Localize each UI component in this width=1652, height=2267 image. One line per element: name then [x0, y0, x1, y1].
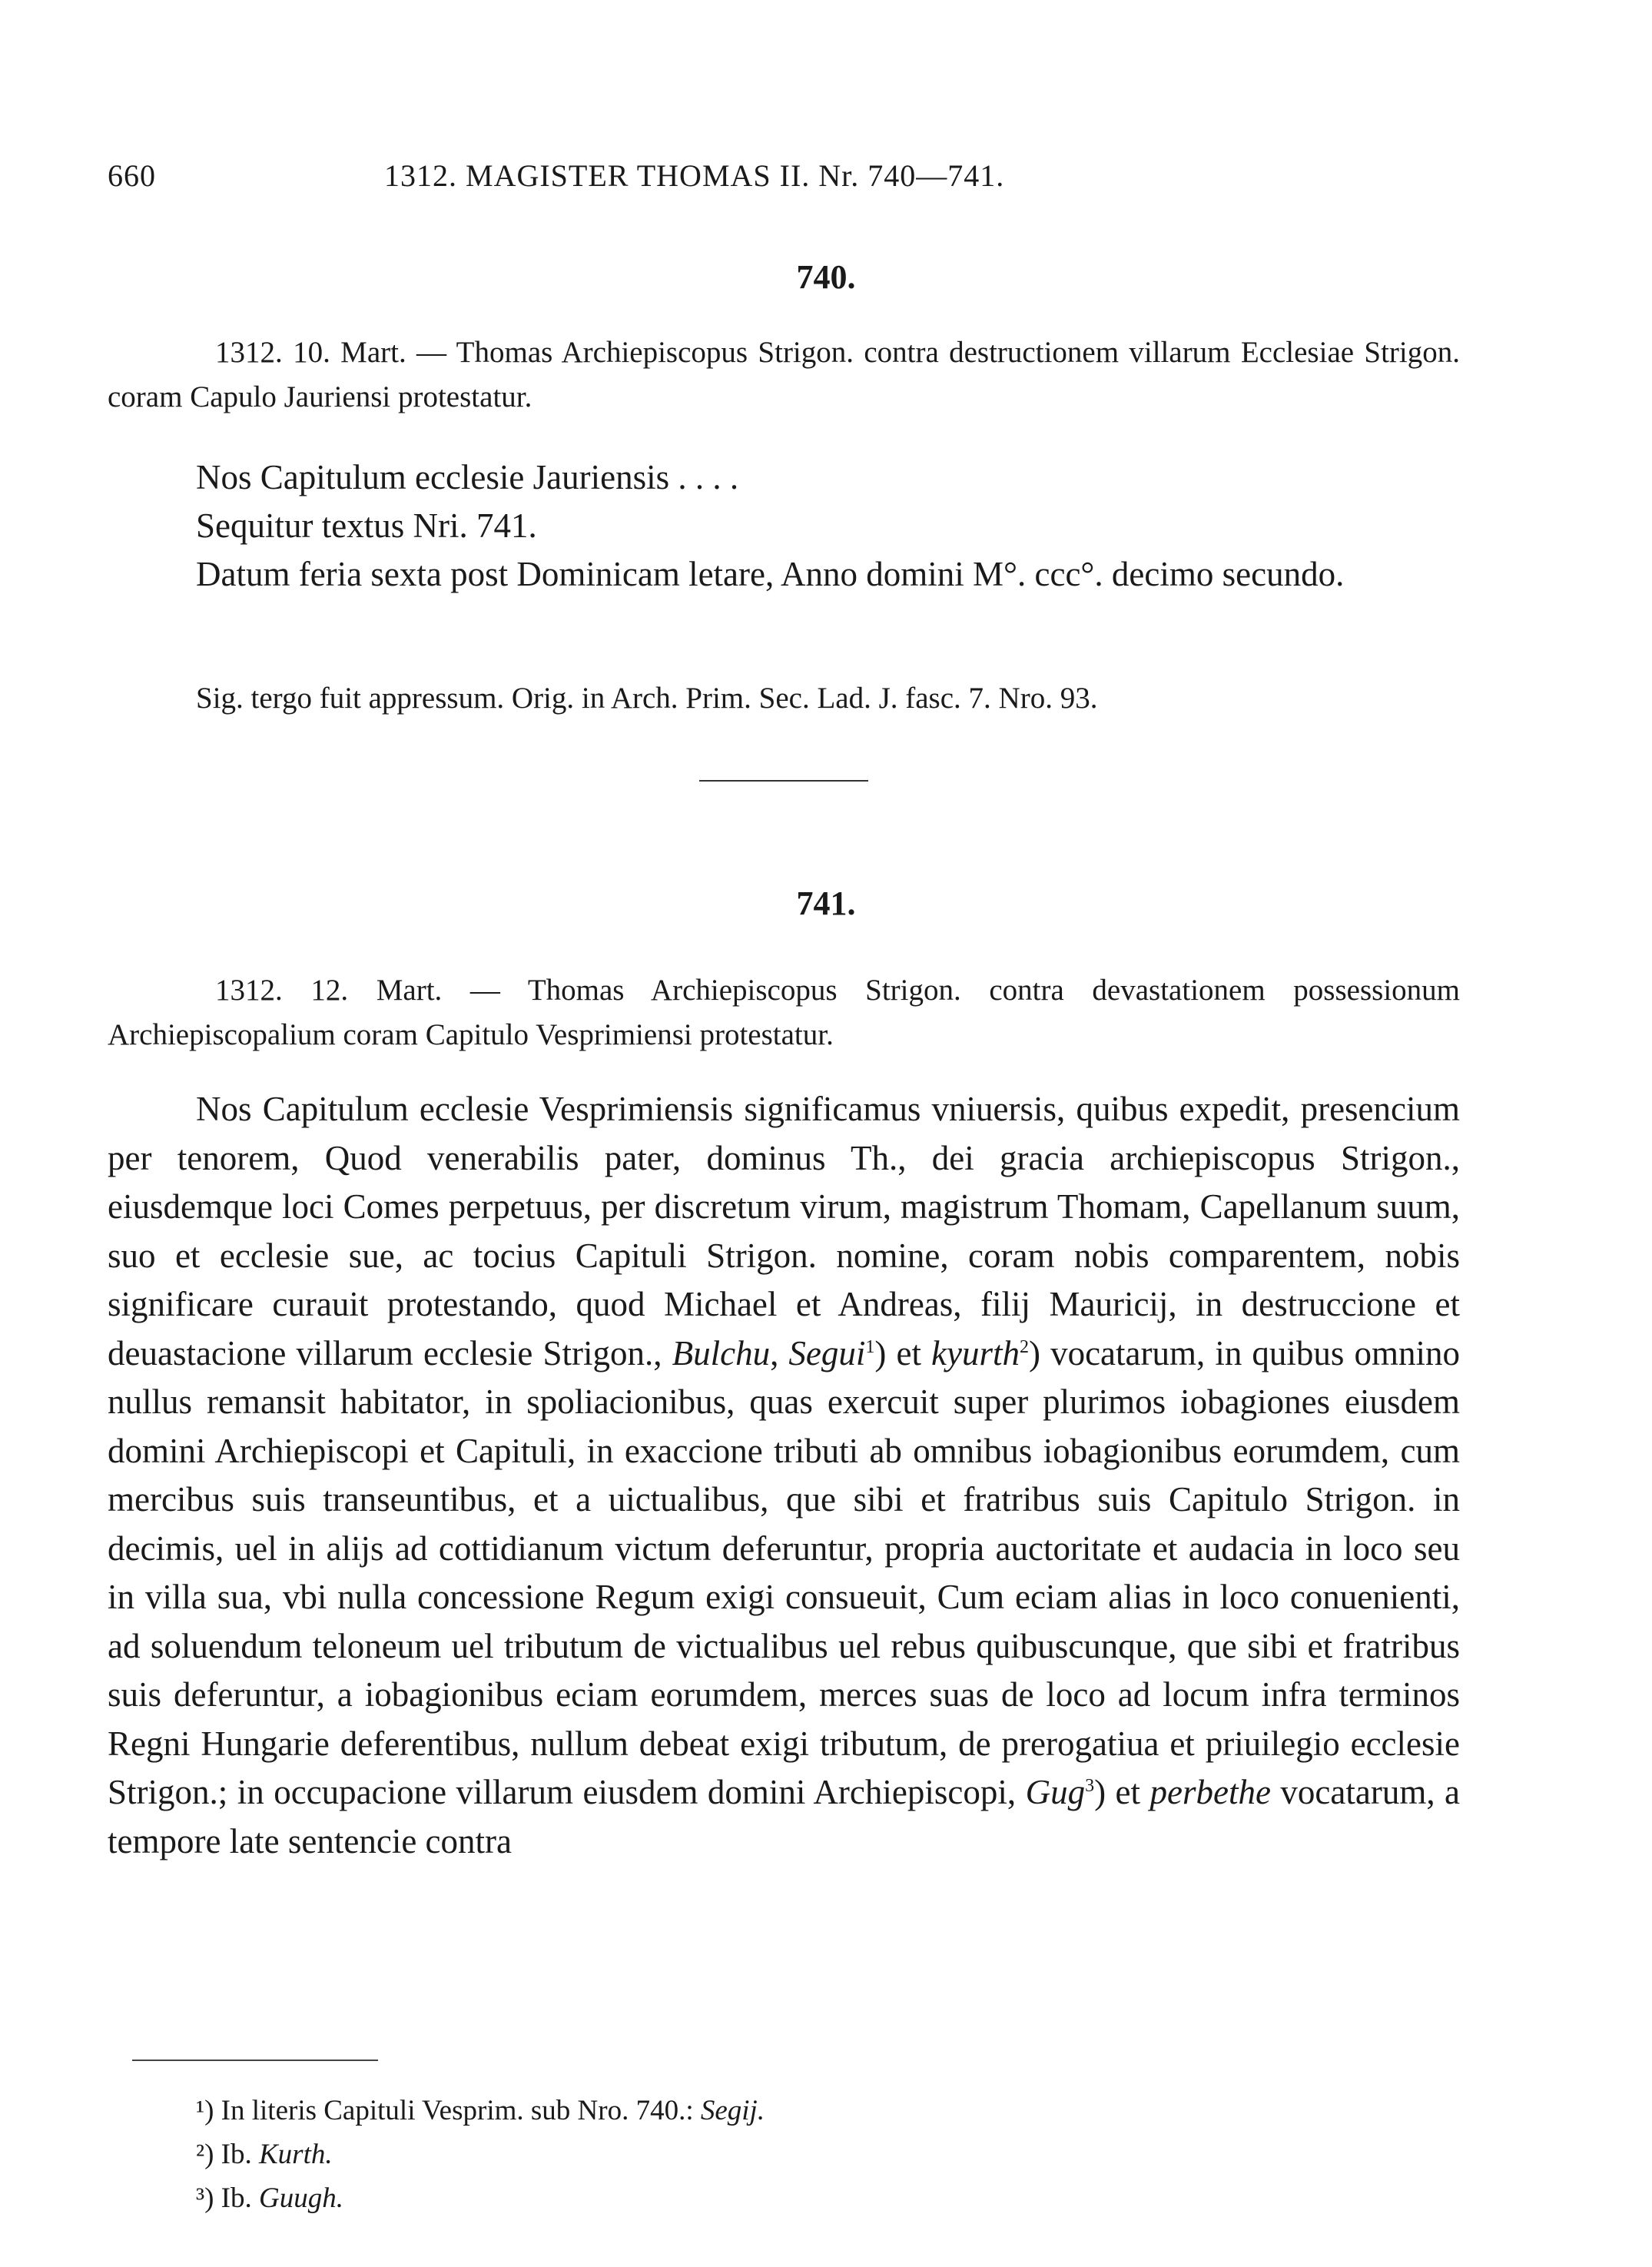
footnote-divider [132, 2060, 378, 2061]
text-740-line-1: Nos Capitulum ecclesie Jauriensis . . . . [196, 458, 739, 496]
text-740-line-2: Sequitur textus Nri. 741. [196, 506, 537, 545]
section-divider [699, 780, 868, 782]
regest-741: 1312. 12. Mart. — Thomas Archiepiscopus Strigon. contra devastationem possessionum Archiepiscopalium coram Capitulo Vesprimiensi protestatur. [108, 974, 1460, 1051]
place-name-gug: Gug [1025, 1773, 1086, 1811]
running-head [108, 158, 1004, 194]
body-text-741: Nos Capitulum ecclesie Vesprimiensis significamus vniuersis, quibus expedit, presencium per tenorem, Quod venerabilis pater, dominus Th., dei gracia archiepiscopus Strigon., eiusdemque loci Comes perpetuus, per discretum virum, magistrum Thomam, Capellanum suum, suo et ecclesie sue, ac tocius Capituli Strigon. nomine, coram nobis comparentem, nobis significare curauit protestando, quod Michael et Andreas, filij Mauricij, in destruccione et deuastacione villarum ecclesie Strigon., Bulchu, Segui$^1$) et kyurth$^2$) vocatarum, in quibus omnino nullus remansit habitator, in spoliacionibus, quas exercuit super plurimos iobagiones eiusdem domini Archiepiscopi et Capituli, in exaccione tributi ab omnibus iobagionibus eorumdem, cum mercibus suis transeuntibus, et a uictualibus, que sibi et fratribus suis Capitulo Strigon. in decimis, uel in alijs ad cottidianum victum deferuntur, propria auctoritate et audacia in loco seu in villa sua, vbi nulla concessione Regum exigi consueuit, Cum eciam alias in loco conuenienti, ad soluendum teloneum uel tributum de victualibus uel rebus quibuscunque, que sibi et fratribus suis deferuntur, a iobagionibus eciam eorumdem, merces suas de loco ad locum infra terminos Regni Hungarie deferentibus, nullum debeat exigi tributum, de prerogatiua et priuilegio ecclesie Strigon.; in occupacione villarum eiusdem domini Archiepiscopi, Gug$^3$) et perbethe vocatarum, a tempore late sentencie contra [108, 1090, 1461, 1860]
footnote-ref-1: 1 [865, 1336, 875, 1357]
place-name-segui: Segui [788, 1333, 866, 1372]
document-number-740: 740. [796, 258, 856, 296]
running-head-title: 1312. MAGISTER THOMAS II. Nr. 740—741. [384, 158, 1005, 193]
footnotes [196, 2089, 765, 2220]
footnote-2: ²) Ib. Kurth. [196, 2139, 333, 2170]
text-740-dating: Datum feria sexta post Dominicam letare, Anno domini M°. ccc°. decimo secundo. [196, 555, 1345, 593]
footnote-ref-3: 3 [1085, 1776, 1095, 1796]
place-name-bulchu: Bulchu [672, 1333, 771, 1372]
document-number-741: 741. [796, 885, 856, 922]
text-740 [108, 453, 1460, 599]
place-name-kyurth: kyurth [931, 1333, 1020, 1372]
footnote-1: ¹) In literis Capituli Vesprim. sub Nro. 740.: Segij. [196, 2095, 765, 2126]
page-number: 660 [108, 158, 156, 193]
footnote-3: ³) Ib. Guugh. [196, 2182, 343, 2214]
footnote-ref-2: 2 [1020, 1336, 1030, 1357]
place-name-perbethe: perbethe [1149, 1773, 1271, 1811]
sigillum-note-740: Sig. tergo fuit appressum. Orig. in Arch. Prim. Sec. Lad. J. fasc. 7. Nro. 93. [196, 682, 1098, 715]
regest-740: 1312. 10. Mart. — Thomas Archiepiscopus Strigon. contra destructionem villarum Ecclesiae Strigon. coram Capulo Jauriensi protestatur. [108, 336, 1460, 413]
